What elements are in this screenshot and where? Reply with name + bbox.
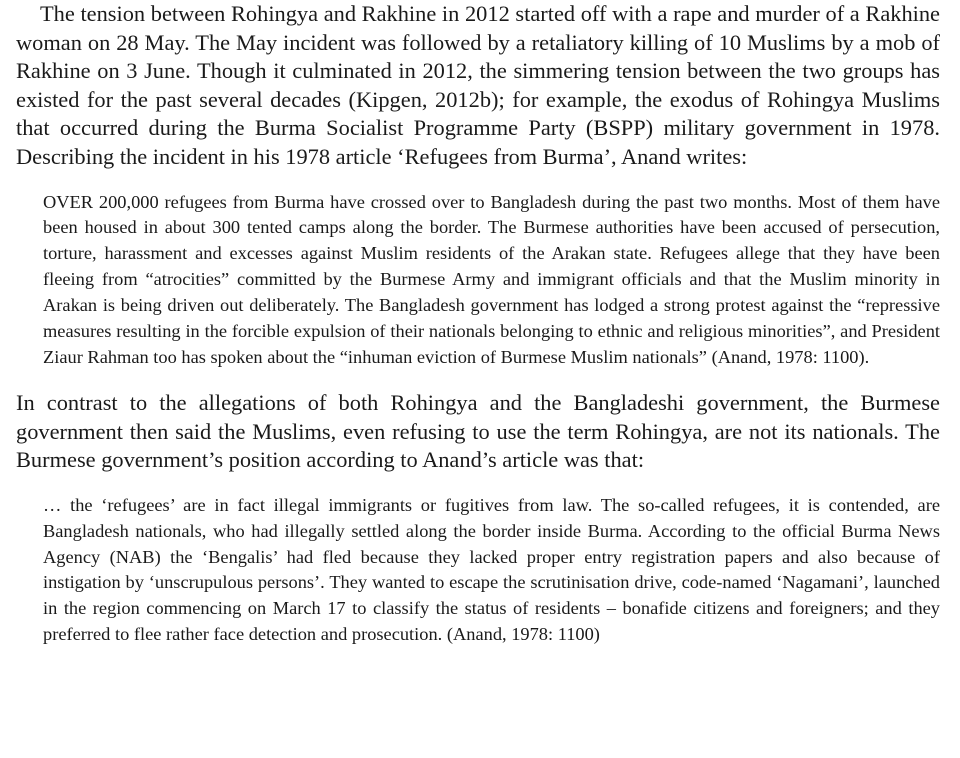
body-paragraph-1: The tension between Rohingya and Rakhine in 2012 started off with a rape and murder of a Rakhine woman on 28 May. The May incident was followed by a retaliatory killing of 10 Muslims by a mob of Rakhine on 3 June. Though it culminated in 2012, the simmering tension between the two groups has existed for the past several decades (Kipgen, 2012b); for example, the exodus of Rohingya Muslims that occurred during the Burma Socialist Programme Party (BSPP) military government in 1978. Describing the incident in his 1978 article ‘Refugees from Burma’, Anand writes: xyxy=(16,1,940,169)
document-page xyxy=(16,0,940,648)
block-quote-1: OVER 200,000 refugees from Burma have crossed over to Bangladesh during the past two months. Most of them have been housed in about 300 tented camps along the border. The Burmese authorities have been accused of persecution, torture, harassment and excesses against Muslim residents of the Arakan state. Refugees allege that they have been fleeing from “atrocities” committed by the Burmese Army and immigrant officials and that the Muslim minority in Arakan is being driven out deliberately. The Bangladesh government has lodged a strong protest against the “repressive measures resulting in the forcible expulsion of their nationals belonging to ethnic and religious minorities”, and President Ziaur Rahman too has spoken about the “inhuman eviction of Burmese Muslim nationals” (Anand, 1978: 1100). xyxy=(43,191,940,367)
block-quote-2: … the ‘refugees’ are in fact illegal immigrants or fugitives from law. The so-called refugees, it is contended, are Bangladesh nationals, who had illegally settled along the border inside Burma. According to the official Burma News Agency (NAB) the ‘Bengalis’ had fled because they lacked proper entry registration papers and also because of instigation by ‘unscrupulous persons’. They wanted to escape the scrutinisation drive, code-named ‘Nagamani’, launched in the region commencing on March 17 to classify the status of residents – bonafide citizens and foreigners; and they preferred to flee rather face detection and prosecution. (Anand, 1978: 1100) xyxy=(43,494,940,645)
body-paragraph-2: In contrast to the allegations of both Rohingya and the Bangladeshi government, the Burmese government then said the Muslims, even refusing to use the term Rohingya, are not its nationals. The Burmese government’s position according to Anand’s article was that: xyxy=(16,389,940,473)
